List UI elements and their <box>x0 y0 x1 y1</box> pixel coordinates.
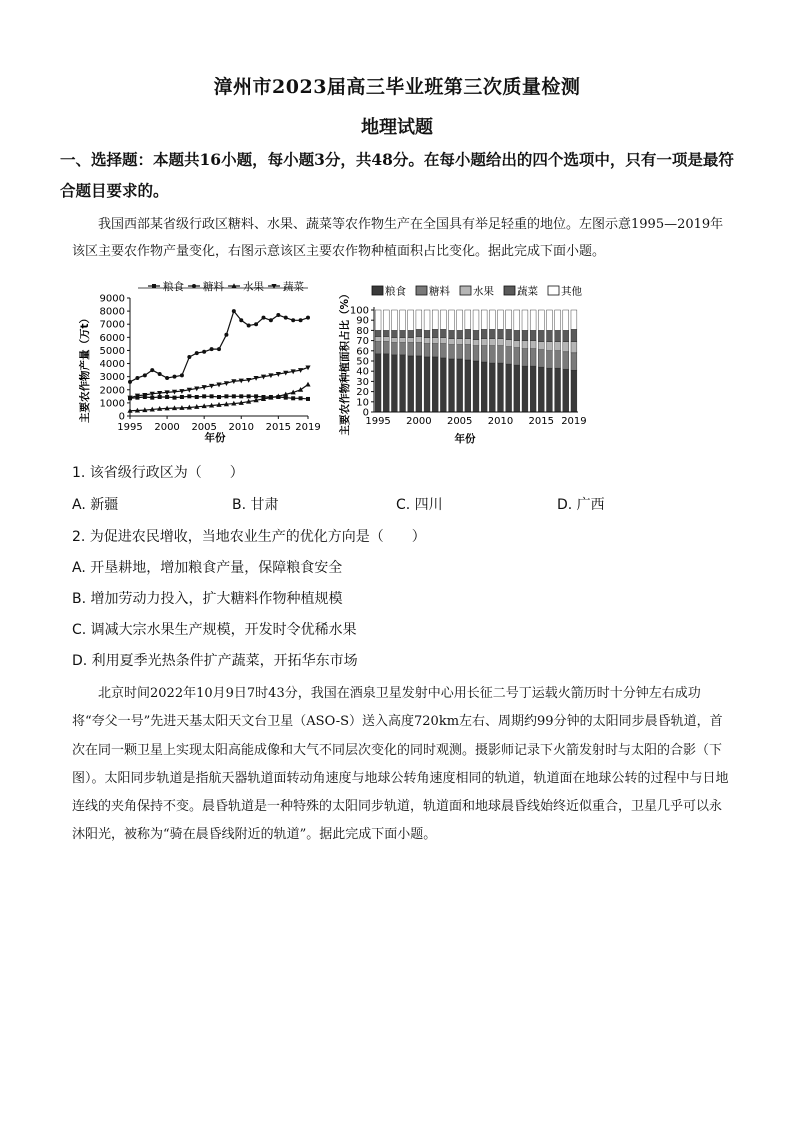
bar-segment-糖料 <box>440 344 446 358</box>
x-tick-label: 2010 <box>487 416 514 427</box>
bar-segment-水果 <box>383 337 389 342</box>
y-tick-label: 30 <box>356 376 369 388</box>
data-point <box>224 394 228 398</box>
bar-segment-糖料 <box>383 342 389 354</box>
bar-segment-蔬菜 <box>440 329 446 337</box>
y-tick-label: 8000 <box>99 306 125 318</box>
bar-segment-水果 <box>481 339 487 346</box>
bar-segment-糖料 <box>538 350 544 367</box>
bar-segment-粮食 <box>514 365 520 412</box>
data-point <box>187 355 191 359</box>
legend-label: 其他 <box>561 285 582 298</box>
x-tick-label: 2019 <box>561 416 587 427</box>
question-1-stem: 1. 该省级行政区为（ ） <box>72 465 244 481</box>
bar-segment-糖料 <box>375 342 381 354</box>
y-tick-label: 2000 <box>99 385 125 397</box>
data-point <box>143 373 147 377</box>
question-1-option-c[interactable]: C. 四川 <box>396 497 443 513</box>
y-axis-label: 主要农作物种植面积占比（%） <box>339 288 351 436</box>
bar-segment-糖料 <box>473 346 479 361</box>
data-point <box>217 395 221 399</box>
data-point <box>195 395 199 399</box>
x-tick-label: 1995 <box>117 422 143 433</box>
bar-segment-粮食 <box>506 364 512 412</box>
bar-segment-其他 <box>555 310 561 330</box>
bar-segment-蔬菜 <box>498 329 504 338</box>
bar-segment-粮食 <box>538 367 544 412</box>
bar-segment-其他 <box>538 310 544 330</box>
bar-segment-其他 <box>514 310 520 330</box>
bar-segment-水果 <box>375 337 381 342</box>
bar-segment-蔬菜 <box>449 330 455 338</box>
bar-segment-糖料 <box>514 348 520 365</box>
bar-segment-粮食 <box>563 369 569 412</box>
legend-swatch <box>416 286 427 295</box>
bar-segment-蔬菜 <box>465 329 471 338</box>
bar-segment-糖料 <box>547 351 553 368</box>
question-2-option-d[interactable]: D. 利用夏季光热条件扩产蔬菜，开拓华东市场 <box>72 653 358 669</box>
bar-segment-水果 <box>522 341 528 349</box>
bar-segment-其他 <box>563 310 569 330</box>
bar-segment-粮食 <box>457 359 463 412</box>
x-tick-label: 2000 <box>154 422 180 433</box>
data-point <box>306 316 310 320</box>
legend-label: 蔬菜 <box>517 285 538 298</box>
y-tick-label: 70 <box>356 336 369 348</box>
y-tick-label: 40 <box>356 366 369 378</box>
question-1-option-a[interactable]: A. 新疆 <box>72 497 119 513</box>
bar-segment-蔬菜 <box>522 330 528 340</box>
data-point <box>217 347 221 351</box>
page-title: 漳州市2023届高三毕业班第三次质量检测 <box>213 76 581 98</box>
bar-segment-粮食 <box>473 361 479 412</box>
data-point <box>202 350 206 354</box>
bar-segment-粮食 <box>440 358 446 412</box>
legend-swatch <box>372 286 383 295</box>
bar-segment-粮食 <box>416 356 422 412</box>
bar-segment-水果 <box>432 338 438 344</box>
bar-segment-粮食 <box>522 366 528 412</box>
data-point <box>165 395 169 399</box>
data-point <box>210 347 214 351</box>
data-point <box>254 322 258 326</box>
question-2-option-a[interactable]: A. 开垦耕地，增加粮食产量，保障粮食安全 <box>72 560 343 576</box>
bar-segment-水果 <box>498 339 504 346</box>
stacked-bar-chart <box>338 282 588 447</box>
x-tick-label: 2000 <box>406 416 432 427</box>
data-point <box>128 380 132 384</box>
chart-legend <box>372 285 582 298</box>
data-point <box>284 316 288 320</box>
y-tick-label: 7000 <box>99 319 125 331</box>
question-1-option-b[interactable]: B. 甘肃 <box>232 497 279 513</box>
bar-segment-水果 <box>465 339 471 345</box>
bar-segment-水果 <box>440 338 446 344</box>
bar-segment-粮食 <box>530 366 536 412</box>
bar-segment-蔬菜 <box>489 329 495 338</box>
x-tick-label: 2005 <box>446 416 473 427</box>
bar-segment-糖料 <box>432 344 438 357</box>
bar-segment-其他 <box>457 310 463 330</box>
x-tick-label: 2010 <box>228 422 254 433</box>
bar-segment-粮食 <box>432 357 438 412</box>
bar-segment-水果 <box>424 338 430 344</box>
legend-label: 水果 <box>473 285 494 298</box>
bar-segment-蔬菜 <box>473 330 479 339</box>
y-tick-label: 0 <box>118 411 125 423</box>
bar-segment-蔬菜 <box>383 330 389 336</box>
bar-segment-蔬菜 <box>547 330 553 341</box>
bar-segment-水果 <box>555 342 561 351</box>
bar-segment-蔬菜 <box>481 329 487 338</box>
chart-legend <box>138 280 308 293</box>
x-axis-label: 年份 <box>454 433 476 445</box>
bar-segment-蔬菜 <box>432 329 438 337</box>
bar-segment-水果 <box>530 341 536 349</box>
data-point <box>262 316 266 320</box>
bar-segment-糖料 <box>408 343 414 356</box>
bar-segment-其他 <box>481 310 487 329</box>
data-point <box>173 396 177 400</box>
bar-segment-其他 <box>424 310 430 330</box>
bar-segment-糖料 <box>400 343 406 355</box>
y-tick-label: 80 <box>356 325 369 337</box>
bar-segment-水果 <box>416 337 422 343</box>
bar-segment-蔬菜 <box>506 329 512 339</box>
data-point <box>291 318 295 322</box>
y-tick-label: 20 <box>356 387 369 399</box>
bar-segment-糖料 <box>555 351 561 368</box>
bar-segment-粮食 <box>449 359 455 412</box>
y-tick-label: 60 <box>356 346 369 358</box>
x-tick-label: 1995 <box>365 416 391 427</box>
y-tick-label: 3000 <box>99 372 125 384</box>
bar-segment-其他 <box>391 310 397 330</box>
series-line-糖料 <box>130 311 308 382</box>
bar-segment-蔬菜 <box>416 329 422 336</box>
bar-segment-粮食 <box>391 355 397 412</box>
bar-segment-其他 <box>465 310 471 329</box>
y-tick-label: 50 <box>356 356 369 368</box>
bar-segment-蔬菜 <box>514 330 520 340</box>
bar-segment-糖料 <box>457 345 463 359</box>
data-point <box>210 394 214 398</box>
bar-segment-其他 <box>498 310 504 329</box>
legend-label: 粮食 <box>385 285 406 298</box>
bar-segment-其他 <box>432 310 438 329</box>
bar-segment-粮食 <box>408 356 414 412</box>
data-point <box>173 375 177 379</box>
bar-segment-糖料 <box>530 349 536 366</box>
bar-segment-水果 <box>449 339 455 345</box>
bar-segment-水果 <box>571 342 577 353</box>
bar-segment-其他 <box>522 310 528 330</box>
bar-segment-其他 <box>375 310 381 330</box>
bar-segment-水果 <box>514 341 520 348</box>
bar-segment-糖料 <box>489 346 495 363</box>
legend-label: 糖料 <box>429 285 450 298</box>
bar-segment-其他 <box>400 310 406 330</box>
data-point <box>305 382 310 387</box>
data-point <box>299 318 303 322</box>
legend-label: 蔬菜 <box>283 281 304 293</box>
bar-segment-其他 <box>449 310 455 330</box>
bar-segment-其他 <box>440 310 446 329</box>
passage-2: 北京时间2022年10月9日7时43分，我国在酒泉卫星发射中心用长征二号丁运载火箭历时十分钟左右成功将“夸父一号”先进天基太阳天文台卫星（ASO-S）送入高度720km左右、周期约99分钟的太阳同步晨昏轨道，首次在同一颗卫星上实现太阳高能成像和大气不同层次变化的同时观测。摄影师记录下火箭发射时与太阳的合影（下图）。太阳同步轨道是指航天器轨道面转动角速度与地球公转角速度相同的轨道，轨道面在地球公转的过程中与日地连线的夹角保持不变。晨昏轨道是一种特殊的太阳同步轨道，轨道面和地球晨昏线始终近似重合，卫星几乎可以永沐阳光，被称为“骑在晨昏线附近的轨道”。据此完成下面小题。 <box>72 686 729 843</box>
x-tick-label: 2015 <box>528 416 555 427</box>
line-chart <box>78 278 323 443</box>
bar-segment-糖料 <box>481 346 487 362</box>
bar-segment-蔬菜 <box>571 329 577 341</box>
bar-segment-粮食 <box>489 363 495 412</box>
bar-segment-粮食 <box>383 354 389 412</box>
bar-segment-糖料 <box>563 352 569 369</box>
bar-segment-粮食 <box>498 363 504 412</box>
legend-label: 粮食 <box>163 281 184 293</box>
bar-segment-蔬菜 <box>400 330 406 337</box>
bar-segment-粮食 <box>547 368 553 412</box>
y-tick-label: 0 <box>362 407 369 419</box>
bar-segment-粮食 <box>400 355 406 412</box>
data-point <box>187 394 191 398</box>
bar-segment-糖料 <box>424 344 430 357</box>
y-tick-label: 1000 <box>99 398 125 410</box>
y-tick-label: 4000 <box>99 359 125 371</box>
y-tick-label: 10 <box>356 397 369 409</box>
legend-marker <box>152 284 156 288</box>
legend-swatch <box>460 286 471 295</box>
bar-segment-水果 <box>506 340 512 347</box>
legend-label: 水果 <box>243 281 264 293</box>
bar-segment-其他 <box>473 310 479 330</box>
y-axis-label: 主要农作物产量（万t） <box>79 312 91 424</box>
data-point <box>239 394 243 398</box>
question-2-option-b[interactable]: B. 增加劳动力投入，扩大糖料作物种植规模 <box>72 591 343 607</box>
data-point <box>180 373 184 377</box>
data-point <box>224 333 228 337</box>
bar-segment-蔬菜 <box>538 330 544 341</box>
data-point <box>269 318 273 322</box>
y-tick-label: 5000 <box>99 345 125 357</box>
data-point <box>180 395 184 399</box>
x-tick-label: 2015 <box>265 422 292 433</box>
bar-segment-其他 <box>489 310 495 329</box>
x-tick-label: 2019 <box>295 422 321 433</box>
bar-segment-水果 <box>400 338 406 343</box>
bar-segment-糖料 <box>522 349 528 366</box>
bar-segment-其他 <box>383 310 389 330</box>
bar-segment-糖料 <box>506 347 512 364</box>
data-point <box>299 396 303 400</box>
bar-segment-蔬菜 <box>563 330 569 341</box>
data-point <box>298 387 303 392</box>
legend-label: 糖料 <box>203 281 224 293</box>
bar-segment-其他 <box>408 310 414 330</box>
data-point <box>158 372 162 376</box>
y-tick-label: 9000 <box>99 293 125 305</box>
bar-segment-其他 <box>571 310 577 329</box>
bar-segment-蔬菜 <box>424 330 430 337</box>
y-tick-label: 6000 <box>99 332 125 344</box>
bar-segment-其他 <box>416 310 422 329</box>
data-point <box>291 396 295 400</box>
bar-segment-蔬菜 <box>408 330 414 337</box>
bar-segment-蔬菜 <box>555 330 561 341</box>
bar-segment-粮食 <box>571 370 577 412</box>
bar-segment-蔬菜 <box>530 330 536 340</box>
bar-segment-粮食 <box>375 354 381 412</box>
bar-segment-糖料 <box>391 343 397 355</box>
passage-1: 我国西部某省级行政区糖料、水果、蔬菜等农作物生产在全国具有举足轻重的地位。左图示意1995—2019年该区主要农作物产量变化，右图示意该区主要农作物种植面积占比变化。据此完成下面小题。 <box>72 217 724 259</box>
data-point <box>232 394 236 398</box>
bar-segment-糖料 <box>449 345 455 359</box>
bar-segment-粮食 <box>555 368 561 412</box>
question-2-option-c[interactable]: C. 调减大宗水果生产规模，开发时令优稀水果 <box>72 622 357 638</box>
bar-segment-水果 <box>391 338 397 343</box>
bar-segment-粮食 <box>424 357 430 412</box>
bar-segment-粮食 <box>481 362 487 412</box>
y-tick-label: 100 <box>349 305 369 317</box>
data-point <box>239 318 243 322</box>
question-2-stem: 2. 为促进农民增收，当地农业生产的优化方向是（ ） <box>72 529 426 545</box>
legend-marker <box>192 284 196 288</box>
bar-segment-糖料 <box>498 346 504 363</box>
data-point <box>232 309 236 313</box>
data-point <box>247 394 251 398</box>
data-point <box>165 376 169 380</box>
data-point <box>135 376 139 380</box>
legend-swatch <box>548 286 559 295</box>
legend-swatch <box>504 286 515 295</box>
bar-segment-糖料 <box>465 345 471 360</box>
bar-segment-蔬菜 <box>457 330 463 338</box>
bar-segment-糖料 <box>416 343 422 356</box>
page-subtitle: 地理试题 <box>361 117 433 138</box>
data-point <box>306 397 310 401</box>
bar-segment-水果 <box>538 342 544 350</box>
bar-segment-水果 <box>408 338 414 343</box>
x-axis-label: 年份 <box>204 432 226 443</box>
data-point <box>195 351 199 355</box>
data-point <box>276 313 280 317</box>
data-point <box>202 394 206 398</box>
data-point <box>247 324 251 328</box>
bar-segment-糖料 <box>571 353 577 370</box>
bar-segment-蔬菜 <box>375 330 381 336</box>
bar-segment-其他 <box>547 310 553 330</box>
y-tick-label: 90 <box>356 315 369 327</box>
section-heading: 一、选择题：本题共16小题，每小题3分，共48分。在每小题给出的四个选项中，只有一项是最符合题目要求的。 <box>60 150 734 200</box>
bar-segment-水果 <box>473 340 479 346</box>
bar-segment-蔬菜 <box>391 330 397 337</box>
x-tick-label: 2005 <box>191 422 217 433</box>
question-1-option-d[interactable]: D. 广西 <box>557 497 605 513</box>
bar-segment-水果 <box>547 342 553 351</box>
bar-segment-水果 <box>563 342 569 352</box>
bar-segment-其他 <box>530 310 536 330</box>
bar-segment-粮食 <box>465 360 471 412</box>
bar-segment-水果 <box>489 339 495 346</box>
bar-segment-水果 <box>457 339 463 345</box>
data-point <box>150 368 154 372</box>
bar-segment-其他 <box>506 310 512 329</box>
